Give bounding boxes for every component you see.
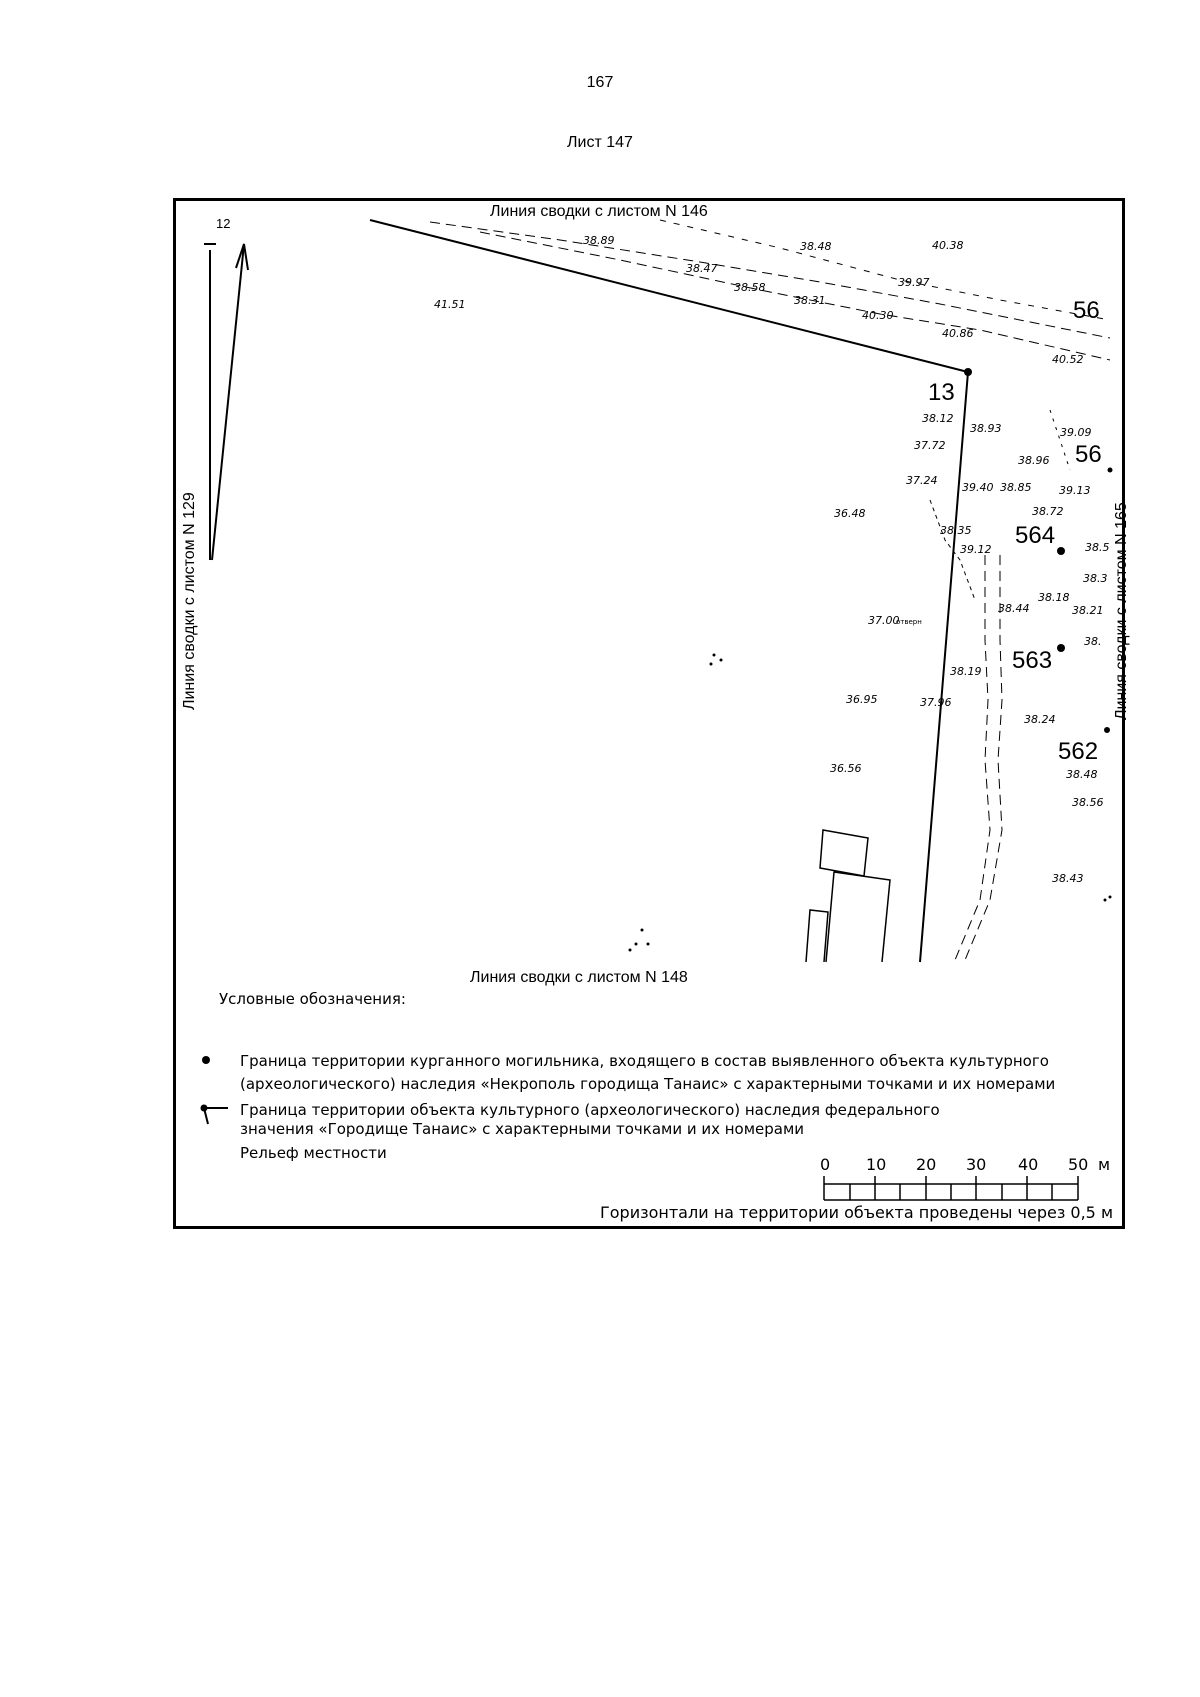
legend-item-1-line2: (археологического) наследия «Некрополь городища Танаис» с характерными точками и их номерами	[240, 1075, 1056, 1093]
elevation-mark: 38.44	[998, 602, 1030, 615]
legend-item-3: Рельеф местности	[240, 1144, 387, 1162]
elevation-mark: 39.12	[960, 543, 992, 556]
building-outlines	[806, 830, 890, 962]
elevation-mark: 38.19	[950, 665, 982, 678]
legend-flag-line-icon	[202, 1106, 229, 1125]
kurgan-point-564	[1057, 547, 1065, 555]
elevation-mark: 41.51	[434, 298, 466, 311]
elevation-mark: 38.31	[794, 294, 826, 307]
boundary-point-13	[964, 368, 972, 376]
sheet-link-right: Линия сводки с листом N 165	[1113, 502, 1130, 720]
elevation-mark: 39.40	[962, 481, 994, 494]
elevation-mark: 39.09	[1060, 426, 1092, 439]
elevation-mark: 38.5	[1085, 541, 1110, 554]
sheet-link-bottom: Линия сводки с листом N 148	[470, 969, 688, 986]
elevation-mark: 38.47	[686, 262, 718, 275]
elevation-mark: 38.93	[970, 422, 1002, 435]
elevation-mark: 38.	[1084, 635, 1102, 648]
scale-tick-10: 10	[866, 1155, 887, 1174]
elevation-mark: 37.00	[868, 614, 900, 627]
point-label-564: 564	[1015, 522, 1056, 549]
north-arrow-icon	[204, 216, 248, 560]
elevation-mark: 38.48	[800, 240, 832, 253]
kurgan-point-565	[1108, 468, 1113, 473]
elevation-mark: 38.12	[922, 412, 954, 425]
scale-tick-30: 30	[966, 1155, 987, 1174]
sheet-link-top: Линия сводки с листом N 146	[490, 203, 708, 220]
scale-unit: м	[1098, 1155, 1111, 1174]
small-label: отверн	[896, 618, 922, 626]
elevation-mark: 38.48	[1066, 768, 1098, 781]
legend-item-2-line1: Граница территории объекта культурного (археологического) наследия федерального	[240, 1101, 940, 1119]
point-label-563: 563	[1012, 647, 1053, 674]
point-label-13: 13	[928, 379, 955, 406]
elevation-mark: 38.43	[1052, 872, 1084, 885]
elevation-mark: 37.96	[920, 696, 952, 709]
elevation-mark: 38.96	[1018, 454, 1050, 467]
elevation-mark: 38.58	[734, 281, 766, 294]
legend-item-1-line1: Граница территории курганного могильника, входящего в состав выявленного объекта культурного	[240, 1052, 1049, 1070]
elevation-mark: 37.24	[906, 474, 938, 487]
contour-note: Горизонтали на территории объекта проведены через 0,5 м	[600, 1203, 1114, 1222]
point-label-562: 562	[1058, 738, 1099, 765]
point-label-561: 56	[1073, 297, 1100, 324]
scale-tick-50: 50	[1068, 1155, 1089, 1174]
elevation-mark: 38.85	[1000, 481, 1032, 494]
elevation-mark: 40.52	[1052, 353, 1084, 366]
scale-tick-0: 0	[820, 1155, 831, 1174]
elevation-mark: 38.18	[1038, 591, 1070, 604]
elevation-mark: 38.24	[1024, 713, 1056, 726]
elevation-mark: 39.13	[1059, 484, 1091, 497]
page-number: 167	[586, 74, 614, 91]
elevation-mark: 38.56	[1072, 796, 1104, 809]
elevation-mark: 36.48	[834, 507, 866, 520]
elevation-mark: 37.72	[914, 439, 946, 452]
elevation-mark: 38.21	[1072, 604, 1104, 617]
elevation-mark: 36.56	[830, 762, 862, 775]
scale-tick-20: 20	[916, 1155, 937, 1174]
kurgan-point-562	[1104, 727, 1110, 733]
elevation-mark: 40.86	[942, 327, 974, 340]
north-arrow-label: 12	[216, 216, 231, 231]
elevation-mark: 38.3	[1083, 572, 1108, 585]
kurgan-point-563	[1057, 644, 1065, 652]
elevation-mark: 38.89	[583, 234, 615, 247]
contour-lines	[430, 220, 1110, 960]
legend-item-2-line2: значения «Городище Танаис» с характерными точками и их номерами	[240, 1120, 805, 1138]
point-label-565: 56	[1075, 441, 1102, 468]
legend-title: Условные обозначения:	[219, 990, 406, 1008]
elevation-mark: 38.35	[940, 524, 972, 537]
elevation-mark: 39.97	[898, 276, 930, 289]
elevation-marks	[434, 234, 1110, 885]
elevation-mark: 36.95	[846, 693, 878, 706]
elevation-mark: 38.72	[1032, 505, 1064, 518]
legend-dot-icon	[202, 1056, 210, 1064]
sheet-link-left: Линия сводки с листом N 129	[181, 492, 198, 710]
scale-bar	[824, 1176, 1078, 1200]
sheet-title: Лист 147	[567, 134, 633, 151]
scale-tick-40: 40	[1018, 1155, 1039, 1174]
tanais-boundary	[370, 220, 968, 962]
elevation-mark: 40.38	[932, 239, 964, 252]
elevation-mark: 40.30	[862, 309, 894, 322]
